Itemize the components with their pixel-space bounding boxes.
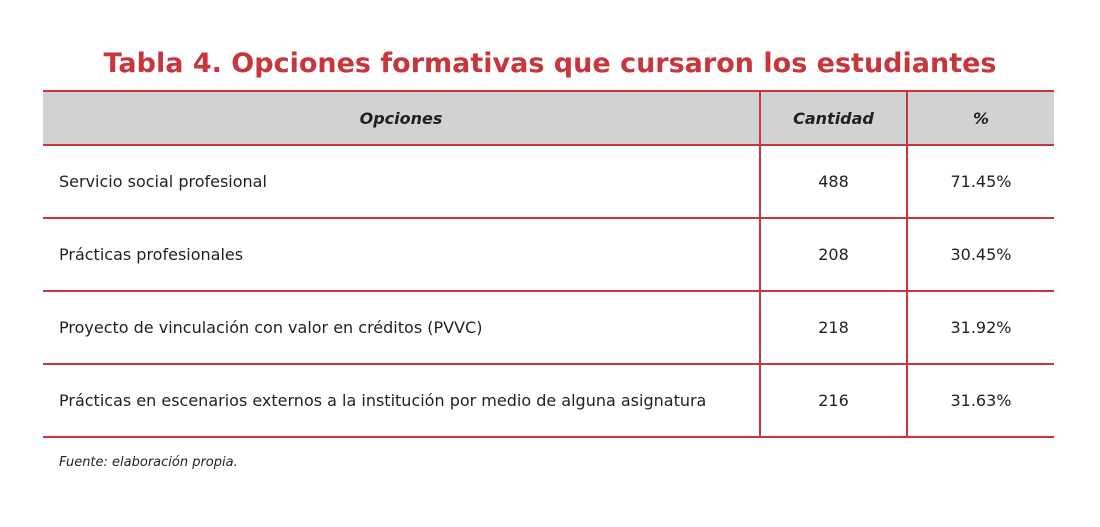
cell-quantity: 216 xyxy=(760,364,907,437)
header-percent: % xyxy=(907,91,1054,145)
options-table xyxy=(43,90,1054,438)
cell-option: Proyecto de vinculación con valor en créditos (PVVC) xyxy=(43,291,760,364)
cell-percent: 31.92% xyxy=(907,291,1054,364)
cell-percent: 31.63% xyxy=(907,364,1054,437)
table-row xyxy=(43,291,1054,364)
table-row xyxy=(43,218,1054,291)
table-title: Tabla 4. Opciones formativas que cursaron los estudiantes xyxy=(103,48,997,79)
cell-percent: 71.45% xyxy=(907,145,1054,218)
cell-option: Prácticas profesionales xyxy=(43,218,760,291)
cell-quantity: 488 xyxy=(760,145,907,218)
cell-quantity: 208 xyxy=(760,218,907,291)
table-row xyxy=(43,145,1054,218)
cell-percent: 30.45% xyxy=(907,218,1054,291)
header-options: Opciones xyxy=(43,91,760,145)
header-row xyxy=(43,91,1054,145)
table-header xyxy=(43,91,1054,145)
cell-quantity: 218 xyxy=(760,291,907,364)
source-note: Fuente: elaboración propia. xyxy=(59,455,238,470)
cell-option: Servicio social profesional xyxy=(43,145,760,218)
header-quantity: Cantidad xyxy=(760,91,907,145)
table-body xyxy=(43,145,1054,437)
table-row xyxy=(43,364,1054,437)
cell-option: Prácticas en escenarios externos a la institución por medio de alguna asignatura xyxy=(43,364,760,437)
